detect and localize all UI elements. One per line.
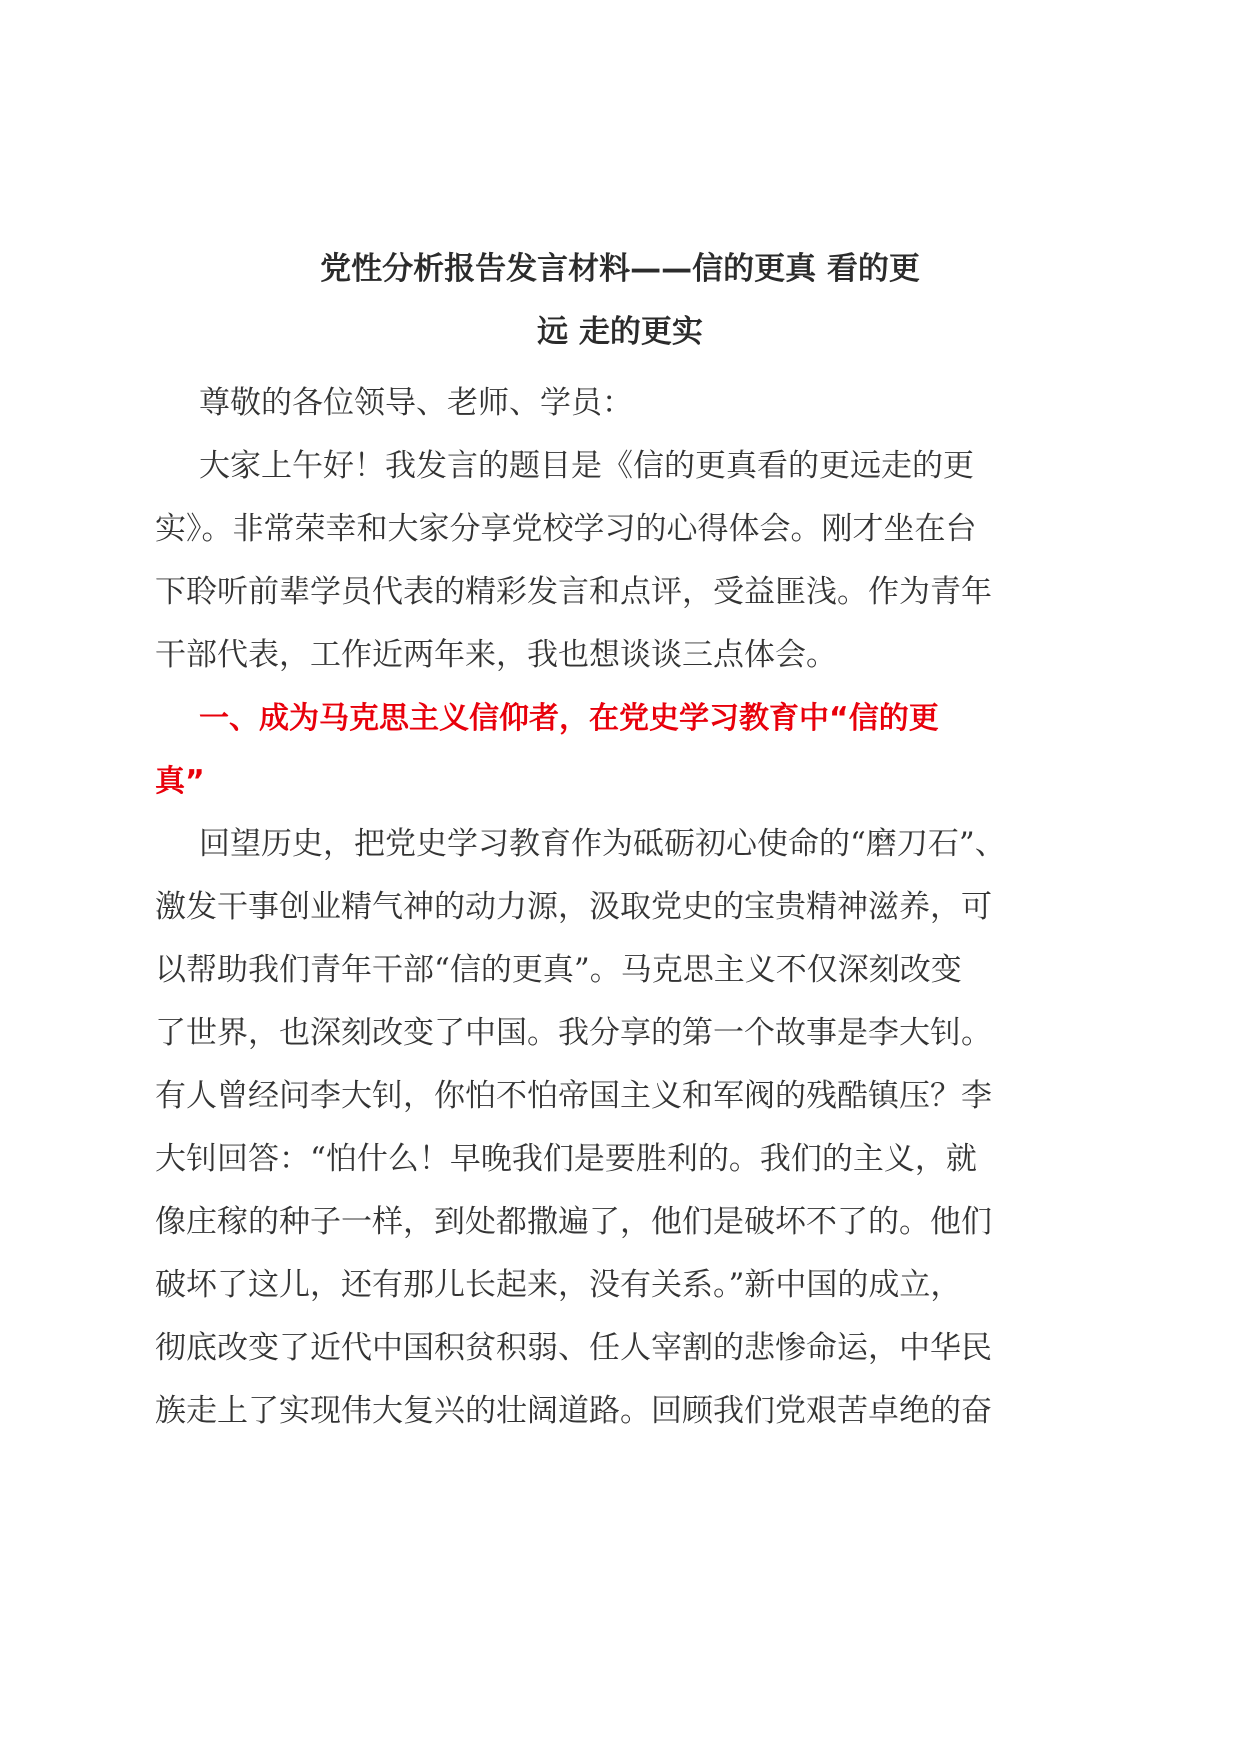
paragraph-line: 实》。非常荣幸和大家分享党校学习的心得体会。刚才坐在台 <box>155 511 977 547</box>
paragraph-line: 大钊回答：“怕什么！早晚我们是要胜利的。我们的主义，就 <box>155 1141 977 1177</box>
paragraph-line: 有人曾经问李大钊，你怕不怕帝国主义和军阀的残酷镇压？李 <box>155 1078 992 1114</box>
paragraph-line: 以帮助我们青年干部“信的更真”。马克思主义不仅深刻改变 <box>155 952 962 988</box>
paragraph-line: 下聆听前辈学员代表的精彩发言和点评，受益匪浅。作为青年 <box>155 574 992 610</box>
paragraph-line: 干部代表，工作近两年来，我也想谈谈三点体会。 <box>155 637 837 673</box>
salutation: 尊敬的各位领导、老师、学员： <box>199 385 633 421</box>
paragraph-line: 激发干事创业精气神的动力源，汲取党史的宝贵精神滋养，可 <box>155 889 992 925</box>
section-heading <box>155 687 1055 813</box>
title-line: 远 走的更实 <box>537 314 703 350</box>
section-paragraph <box>155 813 1055 1443</box>
document-title <box>140 238 1100 364</box>
intro-paragraph <box>155 435 1055 687</box>
paragraph-line: 了世界，也深刻改变了中国。我分享的第一个故事是李大钊。 <box>155 1015 992 1051</box>
section-heading-line: 一、成为马克思主义信仰者，在党史学习教育中“信的更 <box>199 701 939 736</box>
paragraph-line: 破坏了这儿，还有那儿长起来，没有关系。”新中国的成立， <box>155 1267 962 1303</box>
paragraph-line: 回望历史，把党史学习教育作为砥砺初心使命的“磨刀石”、 <box>199 826 1006 862</box>
document-body <box>155 372 1055 1443</box>
paragraph-line: 像庄稼的种子一样，到处都撒遍了，他们是破坏不了的。他们 <box>155 1204 992 1240</box>
title-line: 党性分析报告发言材料——信的更真 看的更 <box>320 251 920 287</box>
paragraph-line: 大家上午好！我发言的题目是《信的更真看的更远走的更 <box>199 448 974 484</box>
paragraph-line: 族走上了实现伟大复兴的壮阔道路。回顾我们党艰苦卓绝的奋 <box>155 1393 992 1429</box>
section-heading-line: 真” <box>155 764 205 799</box>
paragraph-line: 彻底改变了近代中国积贫积弱、任人宰割的悲惨命运，中华民 <box>155 1330 992 1366</box>
